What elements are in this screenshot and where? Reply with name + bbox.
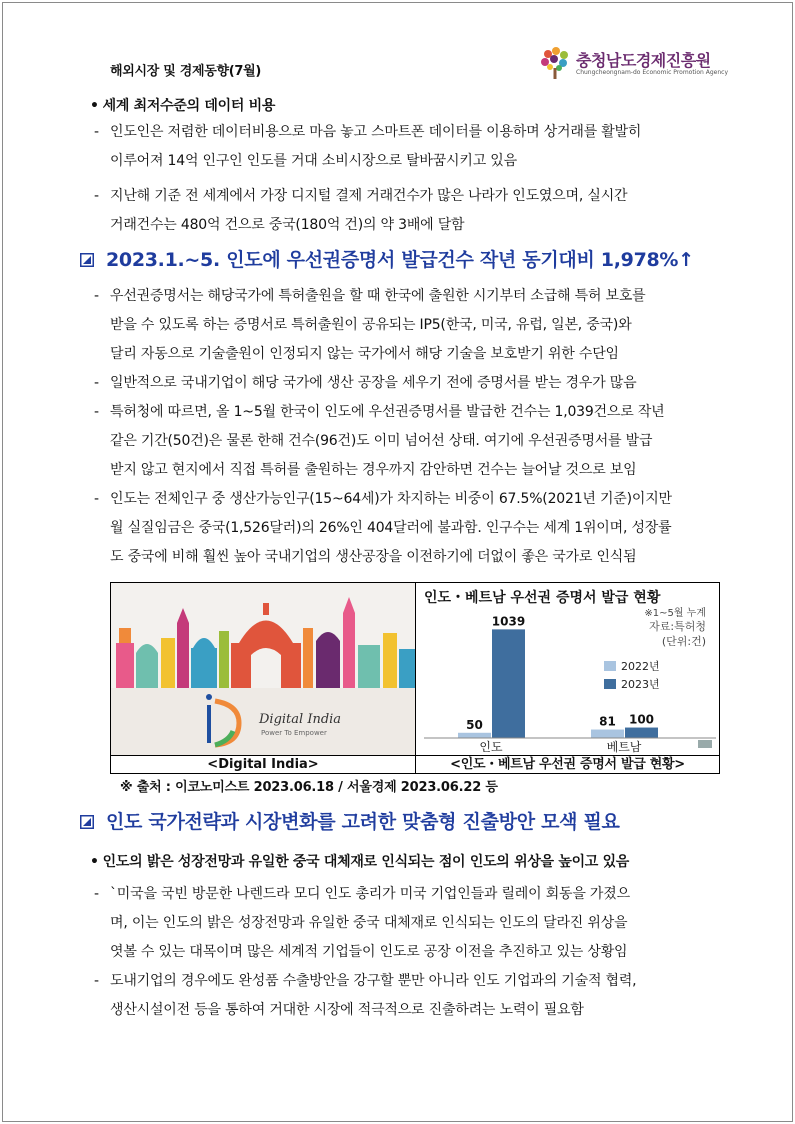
figure-caption-row <box>111 755 719 773</box>
list-item: - `미국을 국빈 방문한 나렌드라 모디 인도 총리가 미국 기업인들과 릴레이 회동을 가졌으 며, 이는 인도의 밝은 성장전망과 유일한 중국 대체재로 인식되는 인도의 달라진 위상을 엿볼 수 있는 대목이며 많은 세계적 기업들이 인도로 공장 이전을 추진하고 있는 상황임 <box>94 886 630 960</box>
list-item: - 우선권증명서는 해당국가에 특허출원을 할 때 한국에 출원한 시기부터 소급해 특허 보호를 받을 수 있도록 하는 증명서로 특허출원이 공유되는 IP5(한국, 미국, 유럽, 일본, 중국)와 달리 자동으로 기술출원이 인정되지 않는 국가에서 해당 기술을 보호받기 위한 수단임 <box>94 288 646 362</box>
list-item: - 도내기업의 경우에도 완성품 수출방안을 강구할 뿐만 아니라 인도 기업과의 기술적 협력, 생산시설이전 등을 통하여 거대한 시장에 적극적으로 진출하려는 노력이 필요함 <box>94 973 637 1018</box>
agency-logo <box>538 44 729 86</box>
bar-베트남-2023년 <box>625 728 658 738</box>
section-marker-icon <box>80 250 94 264</box>
chart-note: (단위:건) <box>661 635 706 648</box>
section-title-priority-certificate: 2023.1.~5. 인도에 우선권증명서 발급건수 작년 동기대비 1,978%↑ <box>80 245 694 272</box>
data-label: 50 <box>466 717 483 732</box>
chart-legend <box>604 659 660 691</box>
priority-certificate-bar-chart <box>416 583 719 755</box>
bar-chart-panel <box>416 583 719 755</box>
bar-인도-2022년 <box>458 733 491 738</box>
legend-swatch <box>604 679 616 689</box>
list-item: - 지난해 기준 전 세계에서 가장 디지털 결제 거래건수가 많은 나라가 인도였으며, 실시간 거래건수는 480억 건으로 중국(180억 건)의 약 3배에 달함 <box>94 188 628 233</box>
bullet-heading-data-cost: • 세계 최저수준의 데이터 비용 <box>90 98 276 114</box>
figure-box <box>110 582 720 774</box>
svg-text:Power To Empower: Power To Empower <box>261 729 327 737</box>
category-label: 인도 <box>479 740 503 754</box>
figure-source: ※ 출처 : 이코노미스트 2023.06.18 / 서울경제 2023.06.22 등 <box>120 780 498 795</box>
list-item: - 인도는 전체인구 중 생산가능인구(15~64세)가 차지하는 비중이 67.5%(2021년 기준)이지만 월 실질임금은 중국(1,526달러)의 26%인 404달러에 불과함. 인구수는 세계 1위이며, 성장률 도 중국에 비해 훨씬 높아 국내기업의 생산공장을 이전하기에 더없이 좋은 국가로 인식됨 <box>94 491 672 565</box>
bullet-heading-india-status: • 인도의 밝은 성장전망과 유일한 중국 대체재로 인식되는 점이 인도의 위상을 높이고 있음 <box>90 854 630 870</box>
data-label: 1039 <box>491 614 526 629</box>
data-label: 100 <box>628 712 655 727</box>
chart-note: 자료:특허청 <box>649 620 706 633</box>
legend-swatch <box>604 661 616 671</box>
category-label: 베트남 <box>606 740 642 754</box>
section-title-strategy: 인도 국가전략과 시장변화를 고려한 맞춤형 진출방안 모색 필요 <box>80 807 620 834</box>
india-monuments-illustration <box>111 583 416 755</box>
logo-title: 충청남도경제진흥원 <box>576 51 711 70</box>
chart-note: ※1~5월 누계 <box>644 608 706 619</box>
chart-corner-mark <box>698 740 712 748</box>
legend-label: 2023년 <box>621 678 660 691</box>
digital-india-image <box>111 583 416 755</box>
chart-caption: <인도・베트남 우선권 증명서 발급 현황> <box>450 757 685 772</box>
digital-india-caption: <Digital India> <box>111 756 416 774</box>
svg-text:Digital India: Digital India <box>259 712 342 727</box>
report-title: 해외시장 및 경제동향(7월) <box>110 64 262 79</box>
list-item: - 인도인은 저렴한 데이터비용으로 마음 놓고 스마트폰 데이터를 이용하며 상거래를 활발히 이루어져 14억 인구인 인도를 거대 소비시장으로 탈바꿈시키고 있음 <box>94 124 642 169</box>
legend-label: 2022년 <box>621 660 660 673</box>
logo-subtitle: Chungcheongnam-do Economic Promotion Agency <box>576 69 729 76</box>
section-marker-icon <box>80 812 94 826</box>
data-label: 81 <box>599 714 616 729</box>
tree-logo-icon <box>538 46 572 80</box>
list-item: - 특허청에 따르면, 올 1~5월 한국이 인도에 우선권증명서를 발급한 건수는 1,039건으로 작년 같은 기간(50건)은 물론 한해 건수(96건)도 이미 넘어선 상태. 여기에 우선권증명서를 발급 받지 않고 현지에서 직접 특허를 출원하는 경우까지 감안하면 건수는 늘어날 것으로 보임 <box>94 404 665 478</box>
chart-title: 인도・베트남 우선권 증명서 발급 현황 <box>424 590 661 606</box>
bar-인도-2023년 <box>492 629 525 738</box>
bar-베트남-2022년 <box>591 730 624 738</box>
list-item: - 일반적으로 국내기업이 해당 국가에 생산 공장을 세우기 전에 증명서를 받는 경우가 많음 <box>94 375 637 391</box>
